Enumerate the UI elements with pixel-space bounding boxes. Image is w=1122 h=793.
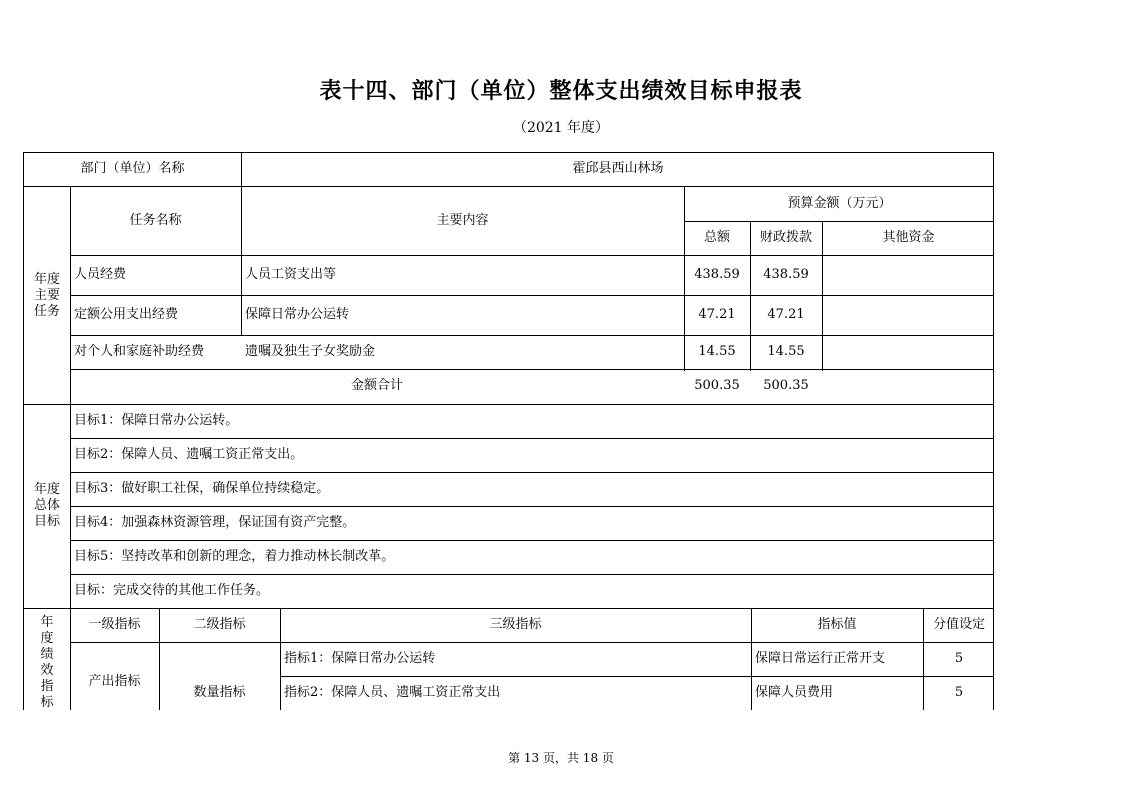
header-content: 主要内容 [436,212,489,228]
goal-item: 目标5：坚持改革和创新的理念，着力推动林长制改革。 [74,548,395,564]
dept-value: 霍邱县西山林场 [572,161,664,177]
header-task-name: 任务名称 [129,212,182,228]
performance-table [23,152,994,710]
sum-label: 金额合计 [350,378,403,394]
header-finance: 财政拨款 [759,229,812,245]
goal-item: 目标1：保障日常办公运转。 [74,412,239,428]
goals-section-label: 年度 总体 目标 [33,482,60,529]
goal-item: 目标2：保障人员、遗嘱工资正常支出。 [74,446,304,462]
task-other [822,335,994,369]
header-value: 指标值 [817,616,857,632]
task-finance: 14.55 [767,343,805,359]
sum-other [822,369,994,404]
page-title: 表十四、部门（单位）整体支出绩效目标申报表 [319,78,803,104]
header-budget: 预算金额（万元） [787,195,892,211]
header-total: 总额 [703,229,730,245]
indicator-level3: 指标1：保障日常办公运转 [284,650,436,666]
task-name: 定额公用支出经费 [74,306,179,322]
goal-item: 目标4：加强森林资源管理，保证国有资产完整。 [74,514,356,530]
header-level1: 一级指标 [88,616,141,632]
indicator-score: 5 [954,650,964,666]
header-other: 其他资金 [882,229,935,245]
goal-item: 目标3：做好职工社保，确保单位持续稳定。 [74,480,330,496]
task-content: 遗嘱及独生子女奖励金 [245,343,376,359]
header-level3: 三级指标 [489,616,542,632]
task-other [822,255,994,295]
task-name: 人员经费 [74,266,127,282]
header-level2: 二级指标 [193,616,246,632]
goal-item: 目标：完成交待的其他工作任务。 [74,582,270,598]
task-finance: 47.21 [767,306,805,322]
sum-finance: 500.35 [763,378,809,394]
task-finance: 438.59 [763,266,809,282]
task-content: 人员工资支出等 [245,266,337,282]
level1-output: 产出指标 [88,674,141,689]
dept-label: 部门（单位）名称 [80,161,185,177]
sum-total: 500.35 [694,378,740,394]
level2-quantity: 数量指标 [193,684,246,700]
header-score: 分值设定 [932,616,985,632]
page-subtitle: （2021 年度） [512,120,610,136]
task-other [822,295,994,335]
task-total: 438.59 [694,266,740,282]
page-footer: 第 13 页，共 18 页 [508,751,614,765]
indicators-section-label: 年 度 绩 效 指 标 [40,615,54,710]
task-name: 对个人和家庭补助经费 [74,343,205,359]
indicator-value: 保障人员费用 [755,684,834,700]
tasks-section-label: 年度 主要 任务 [33,271,60,319]
indicator-level3: 指标2：保障人员、遗嘱工资正常支出 [284,684,501,700]
task-total: 14.55 [698,343,736,359]
task-total: 47.21 [698,306,736,322]
indicator-value: 保障日常运行正常开支 [755,650,886,666]
indicator-score: 5 [954,684,964,700]
task-content: 保障日常办公运转 [245,306,350,322]
